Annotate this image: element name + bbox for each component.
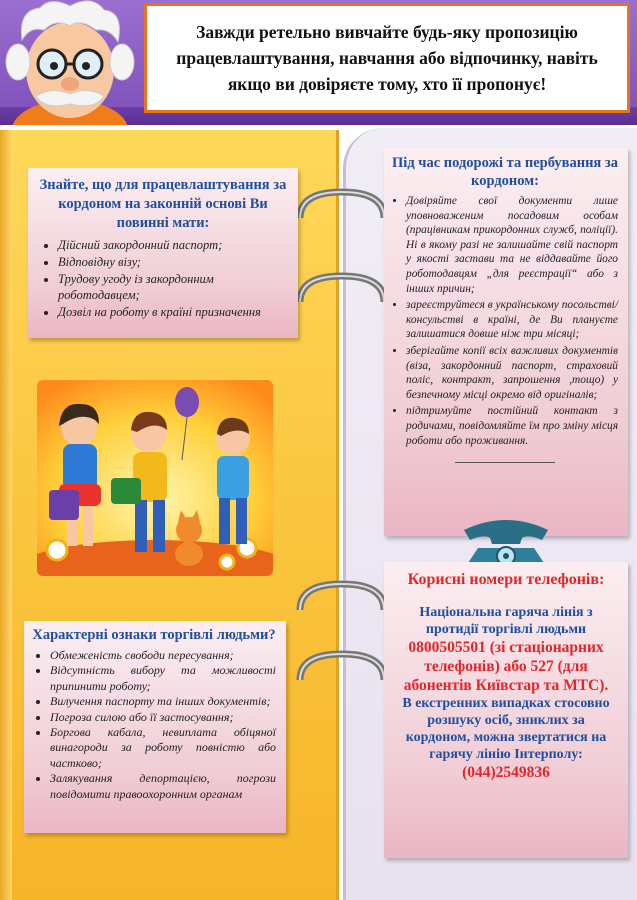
- header-text: Завжди ретельно вивчайте будь-яку пропозицію працевлаштування, навчання або відпочинку, навіть якщо ви довіряєте тому, хто її пропонує!: [176, 22, 598, 94]
- professor-mascot-icon: [0, 0, 140, 125]
- legal-work-note: [28, 168, 298, 338]
- list-item: • Дозвіл на роботу в країні призначення: [58, 304, 288, 320]
- list-item: • Погроза силою або її застосування;: [50, 710, 276, 725]
- interpol-number: (044)2549836: [462, 764, 550, 781]
- travel-advice-title: Під час подорожі та пербування за кордоном:: [392, 155, 618, 189]
- list-item: • Довіряйте свої документи лише уповноваженим посадовим особам (працівникам прикордонних служб, поліції). Ні в якому разі не залишайте свій паспорт у якості застави та не віддавайте його роботодавцям „для реєстрації“ або з інших причин;: [406, 194, 618, 296]
- useful-phones-note: [384, 562, 628, 858]
- binder-ring-icon: [292, 188, 392, 228]
- list-item: • Трудову угоду із закордонним роботодавцем;: [58, 271, 288, 303]
- binder-ring-icon: [292, 272, 392, 312]
- travel-advice-list: [392, 194, 618, 448]
- header-notice: [144, 3, 630, 113]
- binder-ring-icon: [292, 650, 392, 690]
- binder-ring-icon: [292, 580, 392, 620]
- list-item: • Обмеженість свободи пересування;: [50, 648, 276, 663]
- list-item: • підтримуйте постійний контакт з родичами, повідомляйте їм про зміну місця роботи або проживання.: [406, 404, 618, 448]
- legal-work-list: [38, 237, 288, 320]
- hotline-numbers: 0800505501 (зі стаціонарних телефонів) або 527 (для абонентів Київстар та МТС).: [403, 639, 609, 694]
- list-item: • Боргова кабала, невиплата обіцяної винагороди за роботу повністю або частково;: [50, 725, 276, 771]
- list-item: • Відповідну візу;: [58, 254, 288, 270]
- list-item: • зареєструйтеся в українському посольстві/консульстві в країні, де Ви плануєте залишатися довше ніж три місяці;: [406, 298, 618, 342]
- trafficking-signs-title: Характерні ознаки торгівлі людьми?: [32, 627, 276, 643]
- hotline-label: Національна гаряча лінія з протидії торгівлі людьми: [419, 605, 593, 637]
- interpol-text: В екстренних випадках стосовно розшуку осіб, зниклих за кордоном, можна звертатися на гарячу лінію Інтерполу:: [402, 696, 610, 762]
- list-item: • Відсутність вибору та можливості припинити роботу;: [50, 663, 276, 694]
- trafficking-signs-list: [32, 648, 276, 802]
- divider: [455, 462, 555, 463]
- trafficking-signs-note: [24, 621, 286, 833]
- phones-title: Корисні номери телефонів:: [407, 571, 605, 588]
- children-illustration: [37, 380, 273, 576]
- travel-advice-note: [384, 148, 628, 536]
- legal-work-title: Знайте, що для працевлаштування за кордоном на законній основі Ви повинні мати:: [39, 177, 287, 231]
- list-item: • Вилучення паспорту та інших документів;: [50, 694, 276, 709]
- list-item: • зберігайте копії всіх важливих документів (віза, закордонний паспорт, страховий поліс, контракт, запрошення ,тощо) у безпечному місці окремо від оригіналів;: [406, 344, 618, 402]
- list-item: • Дійсний закордонний паспорт;: [58, 237, 288, 253]
- list-item: • Залякування депортацією, погрози повідомити правоохоронним органам: [50, 771, 276, 802]
